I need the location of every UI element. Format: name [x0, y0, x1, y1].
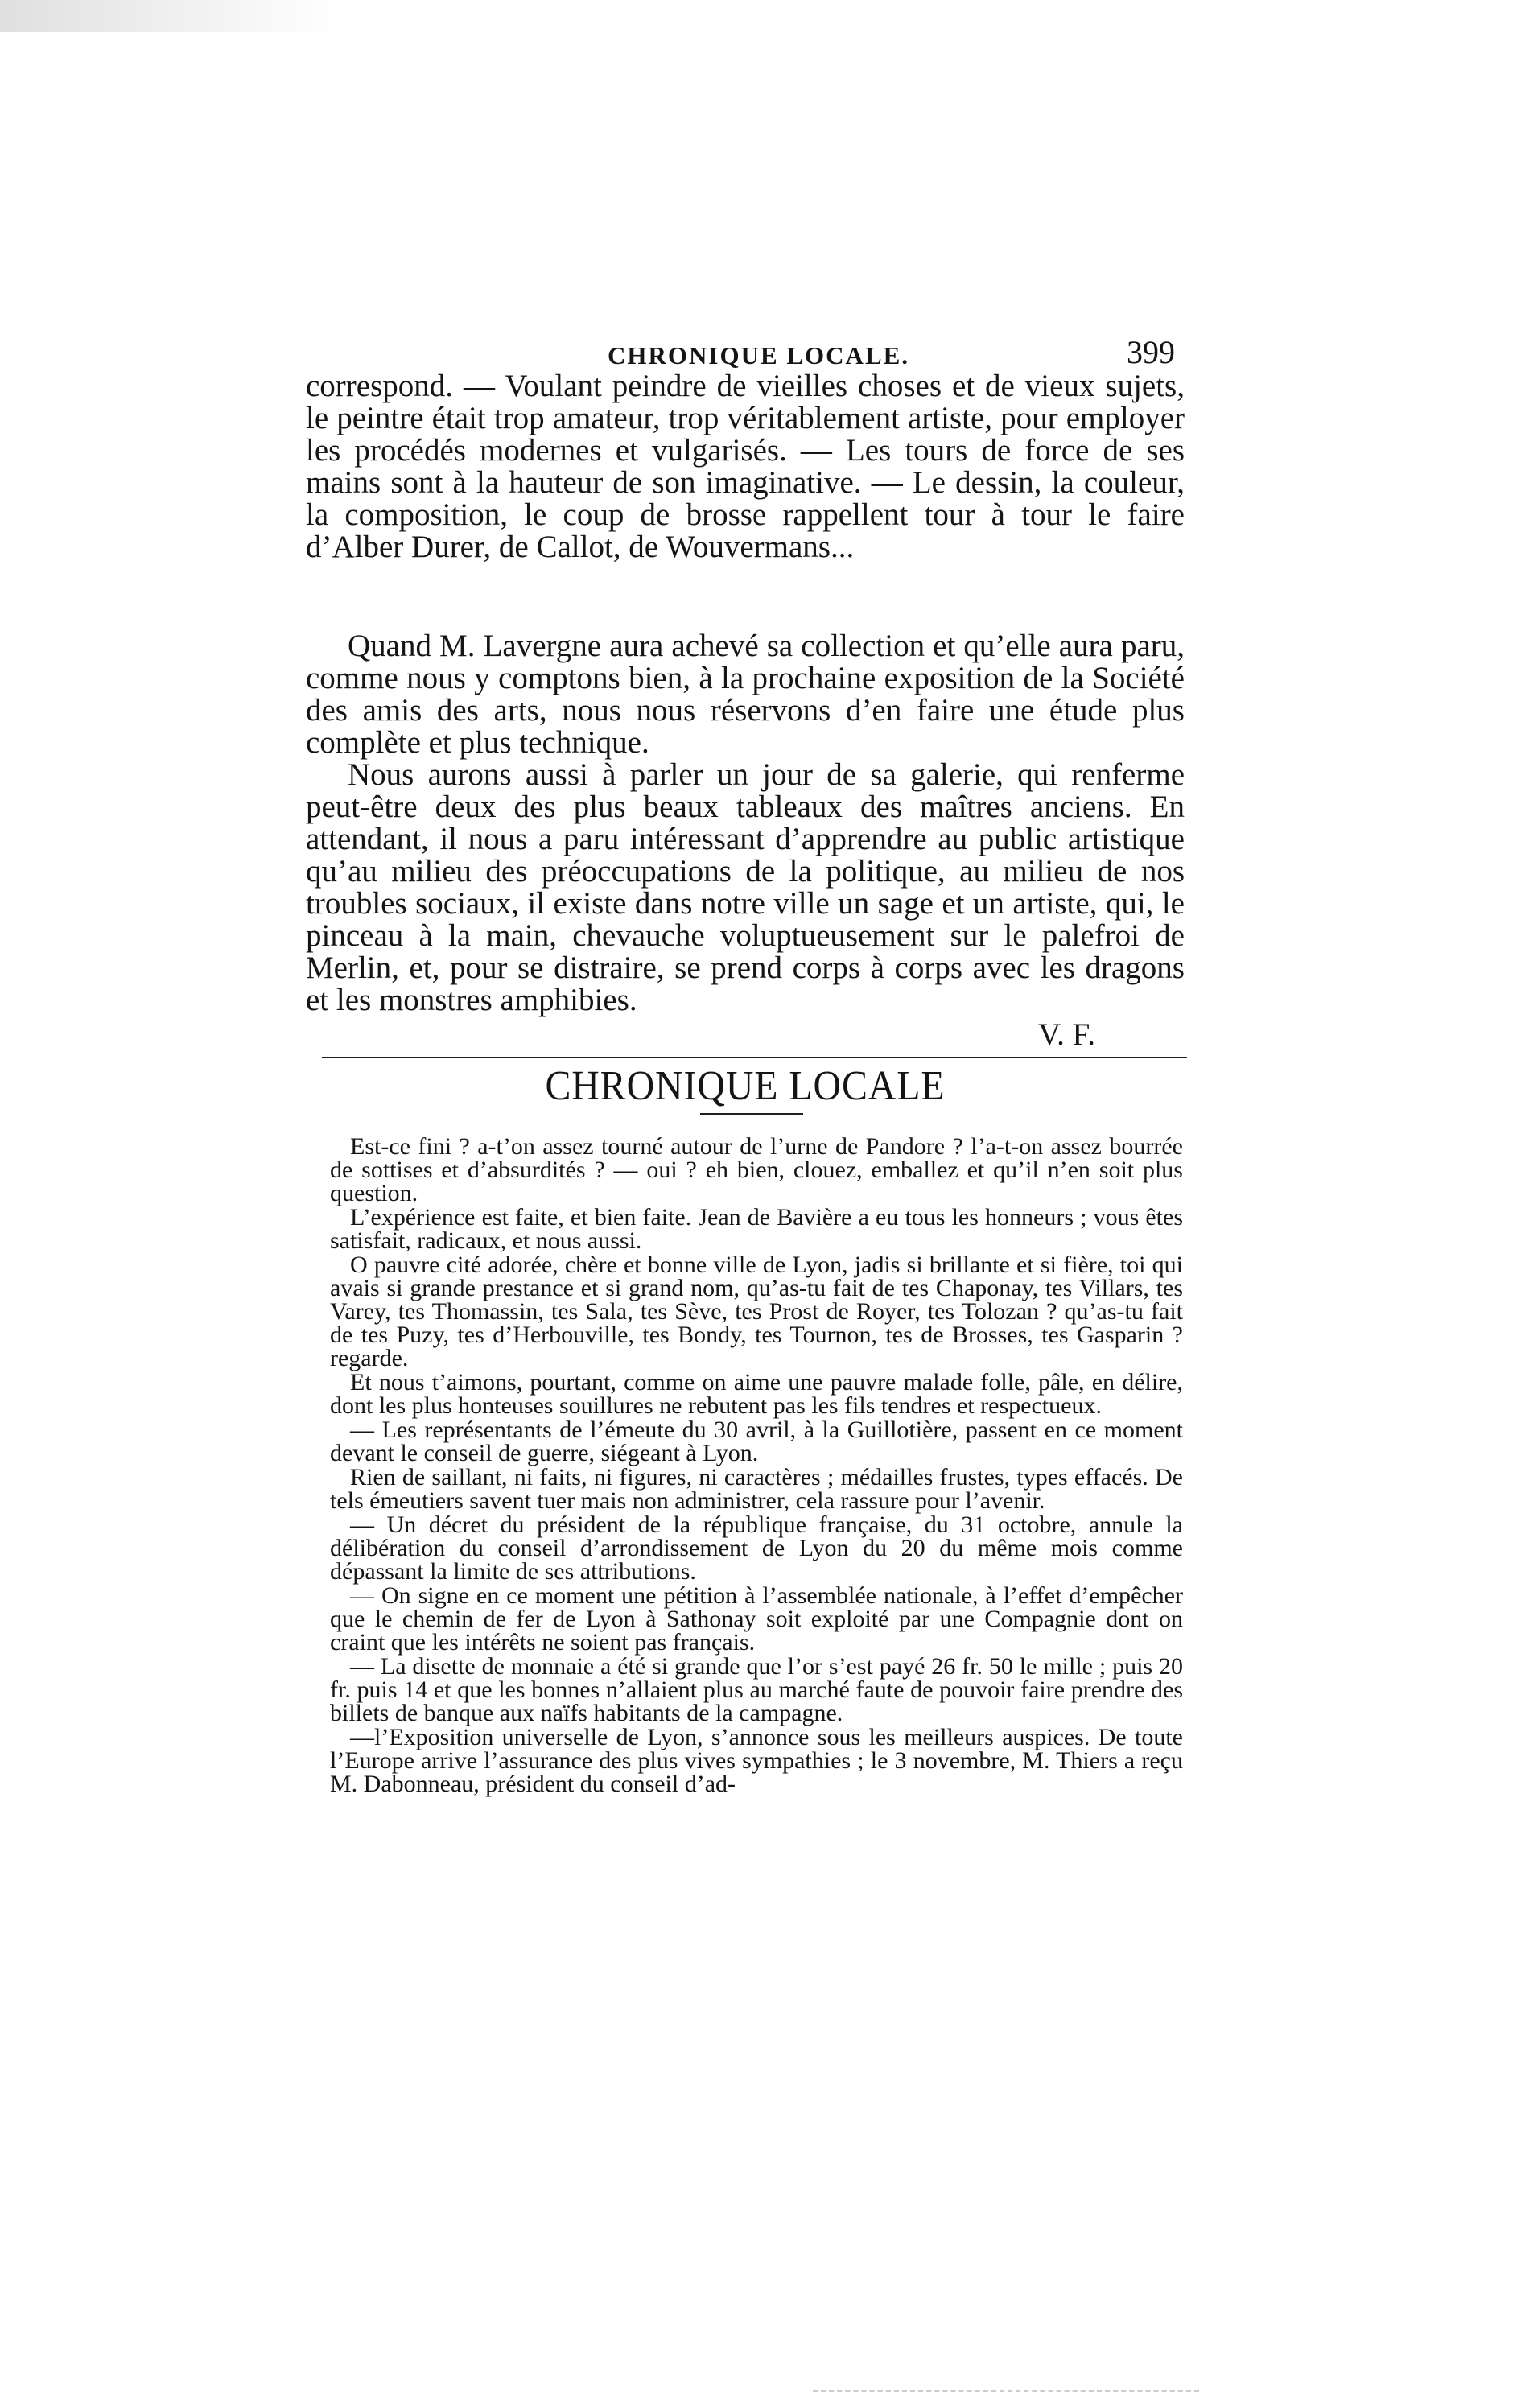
chronique-paragraph-6: Rien de saillant, ni faits, ni figures, ni caractères ; médailles frustes, types effacés. De tels émeutiers savent tuer mais non administrer, cela rassure pour l’avenir.	[330, 1464, 1183, 1514]
chronique-paragraph-8: — On signe en ce moment une pétition à l’assemblée nationale, à l’effet d’empêcher que le chemin de fer de Lyon à Sathonay soit exploité par une Compagnie dont on craint que les intérêts ne soient pas français.	[330, 1582, 1183, 1656]
chronique-column	[330, 1135, 1183, 1796]
section-divider	[322, 1057, 1187, 1058]
chronique-paragraph-3: O pauvre cité adorée, chère et bonne ville de Lyon, jadis si brillante et si fière, toi qui avais si grande prestance et si grand nom, qu’as-tu fait de tes Chaponay, tes Villars, tes Varey, tes Thomassin, tes Sala, tes Sève, tes Prost de Royer, tes Tolozan ? qu’as-tu fait de tes Puzy, tes d’Herbouville, tes Bondy, tes Tournon, tes de Brosses, tes Gasparin ? regarde.	[330, 1251, 1183, 1371]
chronique-paragraph-2: L’expérience est faite, et bien faite. Jean de Bavière a eu tous les honneurs ; vous êtes satisfait, radicaux, et nous aussi.	[330, 1204, 1183, 1254]
article-paragraph-3: Nous aurons aussi à parler un jour de sa galerie, qui renferme peut-être deux des plus beaux tableaux des maîtres anciens. En attendant, il nous a paru intéressant d’apprendre au public artistique qu’au milieu des préoccupations de la politique, au milieu de nos troubles sociaux, il existe dans notre ville un sage et un artiste, qui, le pinceau à la main, chevauche voluptueusement sur le palefroi de Merlin, et, pour se distraire, se prend corps à corps avec les dragons et les monstres amphibies.	[306, 757, 1185, 1017]
article-paragraph-1: correspond. — Voulant peindre de vieilles choses et de vieux sujets, le peintre était trop amateur, trop véritablement artiste, pour employer les procédés modernes et vulgarisés. — Les tours de force de ses mains sont à la hauteur de son imaginative. — Le dessin, la couleur, la composition, le coup de brosse rappellent tour à tour le faire d’Alber Durer, de Callot, de Wouvermans...	[306, 369, 1185, 564]
section-title: CHRONIQUE LOCALE	[545, 1063, 946, 1109]
running-title: CHRONIQUE LOCALE.	[608, 341, 910, 369]
chronique-paragraph-7: — Un décret du président de la république française, du 31 octobre, annule la délibération du conseil d’arrondissement de Lyon du 20 du même mois comme dépassant la limite de ses attributions.	[330, 1511, 1183, 1585]
chronique-paragraph-9: — La disette de monnaie a été si grande que l’or s’est payé 26 fr. 50 le mille ; puis 20 fr. puis 14 et que les bonnes n’allaient plus au marché faute de pouvoir faire prendre des billets de banque aux naïfs habitants de la campagne.	[330, 1653, 1183, 1726]
scan-artifact	[0, 0, 338, 32]
chronique-paragraph-10: —l’Exposition universelle de Lyon, s’annonce sous les meilleurs auspices. De toute l’Europe arrive l’assurance des plus vives sympathies ; le 3 novembre, M. Thiers a reçu M. Dabonneau, président du conseil d’ad-	[330, 1724, 1183, 1797]
scan-bottom-marks	[813, 2390, 1199, 2394]
title-underline	[700, 1113, 803, 1115]
chronique-paragraph-4: Et nous t’aimons, pourtant, comme on aime une pauvre malade folle, pâle, en délire, dont les plus honteuses souillures ne rebutent pas les fils tendres et respectueux.	[330, 1369, 1183, 1419]
chronique-paragraph-1: Est-ce fini ? a-t’on assez tourné autour de l’urne de Pandore ? l’a-t-on assez bourrée de sottises et d’absurdités ? — oui ? eh bien, clouez, emballez et qu’il n’en soit plus question.	[330, 1133, 1183, 1206]
page-number: 399	[1127, 334, 1175, 370]
article-paragraph-2: Quand M. Lavergne aura achevé sa collection et qu’elle aura paru, comme nous y comptons bien, à la prochaine exposition de la Société des amis des arts, nous nous réservons d’en faire une étude plus complète et plus technique.	[306, 629, 1185, 760]
author-signature: V. F.	[1038, 1017, 1095, 1052]
chronique-paragraph-5: — Les représentants de l’émeute du 30 avril, à la Guillotière, passent en ce moment devant le conseil de guerre, siégeant à Lyon.	[330, 1416, 1183, 1466]
